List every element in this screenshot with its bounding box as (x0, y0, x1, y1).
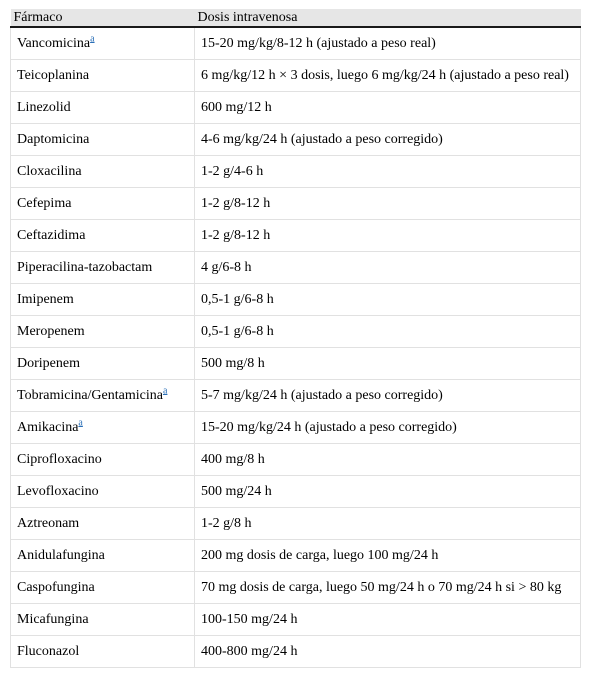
table-row (11, 92, 581, 124)
table-row (11, 540, 581, 572)
drug-cell (11, 252, 195, 284)
table-row (11, 348, 581, 380)
dose-cell: 1-2 g/4-6 h (195, 156, 581, 188)
dose-cell: 0,5-1 g/6-8 h (195, 284, 581, 316)
dose-cell: 4-6 mg/kg/24 h (ajustado a peso corregido) (195, 124, 581, 156)
drug-name: Imipenem (17, 292, 74, 307)
drug-name: Piperacilina-tazobactam (17, 260, 153, 275)
table-row (11, 380, 581, 412)
header-drug: Fármaco (11, 9, 195, 27)
drug-name: Cloxacilina (17, 164, 82, 179)
drug-cell (11, 188, 195, 220)
dose-cell: 200 mg dosis de carga, luego 100 mg/24 h (195, 540, 581, 572)
dose-cell: 1-2 g/8 h (195, 508, 581, 540)
drug-name: Linezolid (17, 100, 71, 115)
drug-cell (11, 540, 195, 572)
table-row (11, 572, 581, 604)
dose-cell: 400-800 mg/24 h (195, 636, 581, 668)
dose-cell: 4 g/6-8 h (195, 252, 581, 284)
drug-cell (11, 124, 195, 156)
drug-cell (11, 412, 195, 444)
dose-cell: 600 mg/12 h (195, 92, 581, 124)
drug-cell (11, 284, 195, 316)
table-body (11, 27, 581, 668)
drug-cell (11, 604, 195, 636)
drug-cell (11, 572, 195, 604)
drug-name: Anidulafungina (17, 548, 105, 563)
dose-cell: 70 mg dosis de carga, luego 50 mg/24 h o 70 mg/24 h si > 80 kg (195, 572, 581, 604)
table-row (11, 604, 581, 636)
table-row (11, 220, 581, 252)
drug-name: Teicoplanina (17, 68, 90, 83)
drug-name: Caspofungina (17, 580, 95, 595)
table-row (11, 27, 581, 60)
dose-cell: 500 mg/24 h (195, 476, 581, 508)
drug-name: Ceftazidima (17, 228, 86, 243)
drug-cell (11, 380, 195, 412)
footnote-link[interactable]: a (162, 385, 168, 397)
header-dose: Dosis intravenosa (195, 9, 581, 27)
table-row (11, 636, 581, 668)
dosing-table (10, 9, 581, 668)
table-row (11, 284, 581, 316)
dose-cell: 500 mg/8 h (195, 348, 581, 380)
drug-name: Ciprofloxacino (17, 452, 102, 467)
dose-cell: 0,5-1 g/6-8 h (195, 316, 581, 348)
drug-name: Doripenem (17, 356, 80, 371)
drug-name: Cefepima (17, 196, 72, 211)
dose-cell: 1-2 g/8-12 h (195, 188, 581, 220)
dose-cell: 1-2 g/8-12 h (195, 220, 581, 252)
drug-cell (11, 636, 195, 668)
table-row (11, 156, 581, 188)
drug-cell (11, 92, 195, 124)
table-row (11, 508, 581, 540)
drug-cell (11, 156, 195, 188)
table-row (11, 60, 581, 92)
table-header (11, 9, 581, 27)
dose-cell: 100-150 mg/24 h (195, 604, 581, 636)
footnote-link[interactable]: a (90, 33, 95, 45)
drug-cell (11, 27, 195, 60)
table-row (11, 316, 581, 348)
drug-cell (11, 316, 195, 348)
dose-cell: 15-20 mg/kg/8-12 h (ajustado a peso real) (195, 27, 581, 60)
drug-name: Fluconazol (17, 644, 80, 659)
drug-cell (11, 60, 195, 92)
drug-name: Aztreonam (17, 516, 80, 531)
header-row (11, 9, 581, 27)
table-row (11, 188, 581, 220)
table-row (11, 124, 581, 156)
drug-cell (11, 220, 195, 252)
drug-name: Amikacina (17, 420, 79, 435)
drug-cell (11, 348, 195, 380)
drug-name: Levofloxacino (17, 484, 99, 499)
drug-cell (11, 508, 195, 540)
drug-name: Vancomicina (17, 36, 91, 51)
table-row (11, 476, 581, 508)
table-row (11, 252, 581, 284)
drug-name: Meropenem (17, 324, 85, 339)
dose-cell: 5-7 mg/kg/24 h (ajustado a peso corregido) (195, 380, 581, 412)
dose-cell: 15-20 mg/kg/24 h (ajustado a peso corregido) (195, 412, 581, 444)
drug-name: Tobramicina/Gentamicina (17, 388, 163, 403)
dose-cell: 400 mg/8 h (195, 444, 581, 476)
table-row (11, 444, 581, 476)
footnote-link[interactable]: a (78, 417, 83, 429)
drug-cell (11, 476, 195, 508)
drug-cell (11, 444, 195, 476)
drug-name: Micafungina (17, 612, 89, 627)
dosing-table-container (10, 9, 580, 668)
dose-cell: 6 mg/kg/12 h × 3 dosis, luego 6 mg/kg/24 h (ajustado a peso real) (195, 60, 581, 92)
table-row (11, 412, 581, 444)
drug-name: Daptomicina (17, 132, 90, 147)
